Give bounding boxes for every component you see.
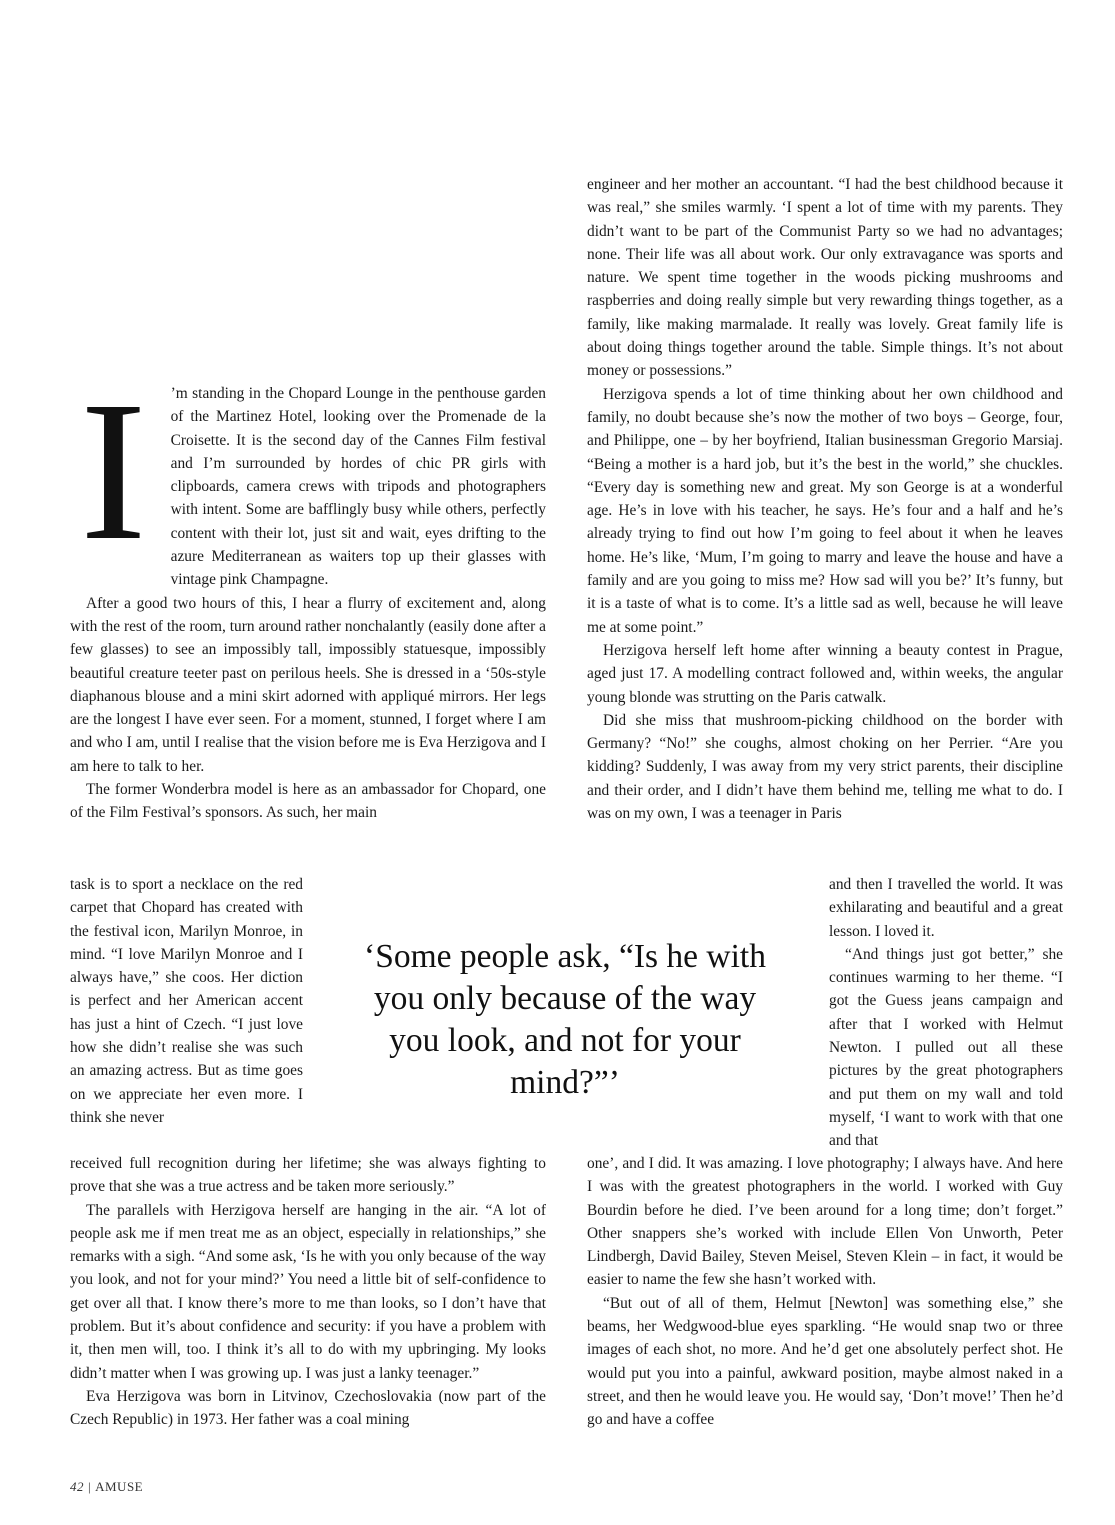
paragraph: The former Wonderbra model is here as an ambassador for Chopard, one of the Film Festival’s sponsors. As such, her main [70, 781, 546, 822]
paragraph: Herzigova spends a lot of time thinking about her own childhood and family, no doubt because she’s now the mother of two boys – George, four, and Philippe, one – by her boyfriend, Italian businessman Gregorio Marsiaj. “Being a mother is a hard job, but it’s the best in the world,” she chuckles. “Every day is something new and great. My son George is at a wonderful age. He’s in love with his teacher, he says. He’s four and a half and he’s already trying to find out how I’m going to feel about it when he leaves home. He’s like, ‘Mum, I’m going to marry and leave the house and have a family and are you going to miss me? How sad will you be?’ It’s funny, but it is a taste of what is to come. It’s a little sad as well, because he will leave me at some point.” [587, 385, 1063, 636]
paragraph-continued: one’, and I did. It was amazing. I love photography; I always have. And here I was with the greatest photographers in the world. I worked with Guy Bourdin before he died. I’ve been around for a long time; don’t forget.” Other snappers she’s worked with include Ellen Von Unworth, Peter Lindbergh, David Bailey, Steven Meisel, Steven Klein – in fact, it would be easier to name the few she hasn’t worked with. [587, 1155, 1063, 1289]
left-column-top [70, 361, 546, 825]
paragraph: Eva Herzigova was born in Litvinov, Czechoslovakia (now part of the Czech Republic) in 1973. Her father was a coal mining [70, 1387, 546, 1429]
paragraph-opening: ’m standing in the Chopard Lounge in the penthouse garden of the Martinez Hotel, looking over the Promenade de la Croisette. It is the second day of the Cannes Film festival and I’m surrounded by hordes of chic PR girls with clipboards, camera crews with tripods and photographers with intent. Some are bafflingly busy while others, perfectly content with their lot, just sit and wait, eyes drifting to the azure Mediterranean as waiters top up their glasses with vintage pink Champagne. [170, 385, 546, 589]
right-column-bottom [587, 1152, 1063, 1432]
page-number: 42 [70, 1479, 84, 1494]
pull-quote: ‘Some people ask, “Is he with you only because of the way you look, and not for your mind?”’ [364, 938, 766, 1101]
page-folio [70, 1479, 143, 1495]
paragraph: “And things just got better,” she continues warming to her theme. “I got the Guess jeans campaign and after that I worked with Helmut Newton. I pulled out all these pictures by the great photographers and put them on my wall and told myself, ‘I want to work with that one and that [829, 945, 1063, 1150]
folio-separator: | [88, 1479, 92, 1494]
paragraph: The parallels with Herzigova herself are hanging in the air. “A lot of people ask me if men treat me as an object, especially in relationships,” she remarks with a sigh. “And some ask, ‘Is he with you only because of the way you look, and not for your mind?’ You need a little bit of self-confidence to get over all that. I know there’s more to me than looks, so I don’t have that problem. But it’s about confidence and security: if you have a problem with it, then men will, too. I think it’s all to do with my upbringing. My looks didn’t matter when I was growing up. I was just a lanky teenager.” [70, 1201, 546, 1382]
paragraph: After a good two hours of this, I hear a flurry of excitement and, along with the rest of the room, turn around rather nonchalantly (easily done after a few glasses) to see an impossibly tall, impossibly statuesque, impossibly beautiful creature teeter past on perilous heels. She is dressed in a ‘50s-style diaphanous blouse and a mini skirt adorned with appliqué mirrors. Her legs are the longest I have ever seen. For a moment, stunned, I forget where I am and who I am, until I realise that the vision before me is Eva Herzigova and I am here to talk to her. [70, 594, 546, 775]
left-column-narrow [70, 873, 303, 1129]
paragraph-continued: engineer and her mother an accountant. “I had the best childhood because it was real,” she smiles warmly. ‘I spent a lot of time with my parents. They didn’t want to be part of the Communist Party so we had no advantages; none. Their life was all about work. Our only extravagance was sports and nature. We spent time together in the woods picking mushrooms and raspberries and doing really simple but very rewarding things together, as a family, like making marmalade. It really was lovely. Great family life is about doing things together around the table. Simple things. It’s not about money or possessions.” [587, 176, 1063, 380]
drop-cap: I [80, 361, 147, 582]
paragraph-continued: received full recognition during her lifetime; she was always fighting to prove that she was a true actress and be taken more seriously.” [70, 1155, 546, 1196]
paragraph-continued: task is to sport a necklace on the red carpet that Chopard has created with the festival icon, Marilyn Monroe, in mind. “I love Marilyn Monroe and I always have,” she coos. Her diction is perfect and her American accent has just a hint of Czech. “I just love how she didn’t realise she was such an amazing actress. But as time goes on we appreciate her even more. I think she never [70, 876, 303, 1126]
paragraph: Did she miss that mushroom-picking childhood on the border with Germany? “No!” she coughs, almost choking on her Perrier. “Are you kidding? Suddenly, I was away from my very strict parents, their discipline and their order, and I didn’t have them behind me, telling me what to do. I was on my own, I was a teenager in Paris [587, 711, 1063, 823]
right-column-narrow [829, 873, 1063, 1153]
magazine-name: AMUSE [95, 1479, 144, 1494]
paragraph: “But out of all of them, Helmut [Newton] was something else,” she beams, her Wedgwood-blue eyes sparkling. “He would snap two or three images of each shot, no more. And he’d get one absolutely perfect shot. He would put you into a painful, awkward position, maybe almost naked in a street, and then he would leave you. He would say, ‘Don’t move!’ Then he’d go and have a coffee [587, 1294, 1063, 1429]
paragraph: Herzigova herself left home after winning a beauty contest in Prague, aged just 17. A modelling contract followed and, within weeks, the angular young blonde was strutting on the Paris catwalk. [587, 641, 1063, 706]
left-column-bottom [70, 1152, 546, 1432]
right-column-top [587, 173, 1063, 825]
paragraph-continued: and then I travelled the world. It was exhilarating and beautiful and a great lesson. I loved it. [829, 876, 1063, 940]
